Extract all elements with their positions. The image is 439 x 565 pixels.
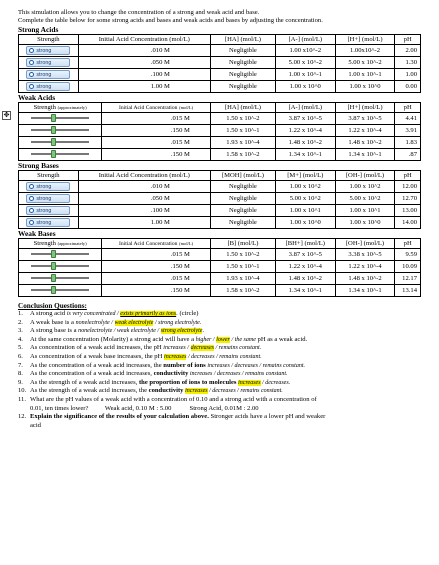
table-row <box>19 45 421 57</box>
cell-concentration: .010 M <box>78 181 210 193</box>
cell-concentration: .050 M <box>78 193 210 205</box>
header-h-plus: [H+] (mol/L) <box>335 35 395 45</box>
cell-h-plus: 3.87 x 10^-5 <box>335 113 395 125</box>
intro-text <box>18 9 427 25</box>
header-bh-plus: [BH+] (mol/L) <box>275 239 335 249</box>
slider-knob[interactable] <box>51 274 56 282</box>
table-row <box>19 249 421 261</box>
cell-concentration: .015 M <box>102 273 211 285</box>
header-strength: Strength <box>19 171 79 181</box>
slider-knob[interactable] <box>51 150 56 158</box>
weak-acids-table <box>18 102 421 161</box>
cell-m-plus: 1.00 x 10^2 <box>275 181 335 193</box>
question-11: 11. What are the pH values of a weak acid with a concentration of 0.10 and a strong acid with a concentration of 0.01, ten times lower? Weak acid, 0.10 M : 5.00 Strong Acid, 0.01M : 2.00 <box>18 395 317 412</box>
cell-ph: 10.09 <box>395 261 421 273</box>
cell-concentration: .100 M <box>78 69 210 81</box>
header-ph: pH <box>395 35 421 45</box>
table-row <box>19 81 421 93</box>
cell-bh-plus: 1.34 x 10^-1 <box>275 285 335 297</box>
header-ha: [HA] (mol/L) <box>210 35 275 45</box>
radio-icon <box>29 60 34 65</box>
cell-ha: Negligible <box>210 57 275 69</box>
cell-concentration: .150 M <box>102 149 211 161</box>
question-10: 10. As the strength of a weak acid increases, the conductivity increases / decreases / remains constant. <box>18 387 283 395</box>
cell-oh-minus: 1.22 x 10^-4 <box>335 261 395 273</box>
cell-ph: 14.00 <box>395 217 421 229</box>
cell-concentration: .015 M <box>102 137 211 149</box>
question-7: 7. As the concentration of a weak acid increases, the number of ions increases / decreases / remains constant. <box>18 361 306 369</box>
cell-concentration: .015 M <box>102 113 211 125</box>
strength-toggle[interactable]: strong <box>26 218 70 227</box>
cell-concentration: 1.00 M <box>78 81 210 93</box>
cell-ph: 9.59 <box>395 249 421 261</box>
strength-slider[interactable] <box>31 114 89 122</box>
strength-toggle[interactable]: strong <box>26 182 70 191</box>
table-row <box>19 285 421 297</box>
header-initial-concentration: Initial Acid Concentration (mol/L) <box>102 103 211 113</box>
header-initial-concentration: Initial Acid Concentration (mol/L) <box>78 35 210 45</box>
question-9: 9. As the strength of a weak acid increases, the proportion of ions to molecules increases / decreases. <box>18 378 291 386</box>
cell-oh-minus: 3.38 x 10^-5 <box>335 249 395 261</box>
strength-toggle[interactable]: strong <box>26 206 70 215</box>
strength-slider[interactable] <box>31 150 89 158</box>
radio-icon <box>29 48 34 53</box>
strong-bases-title: Strong Bases <box>18 161 59 170</box>
cell-h-plus: 1.22 x 10^-4 <box>335 125 395 137</box>
cell-ha: 1.50 x 10^-2 <box>210 113 275 125</box>
cell-a-minus: 1.00 x 10^0 <box>275 81 335 93</box>
cell-b: 1.50 x 10^-1 <box>210 261 275 273</box>
slider-knob[interactable] <box>51 126 56 134</box>
cell-ha: 1.93 x 10^-4 <box>210 137 275 149</box>
cell-h-plus: 1.34 x 10^-1 <box>335 149 395 161</box>
strength-slider[interactable] <box>31 286 89 294</box>
cell-ph: 12.00 <box>395 181 421 193</box>
cell-a-minus: 1.00 x10^-2 <box>275 45 335 57</box>
table-row <box>19 149 421 161</box>
cell-a-minus: 1.22 x 10^-4 <box>275 125 335 137</box>
table-move-handle-icon[interactable]: ✥ <box>3 111 10 119</box>
cell-oh-minus: 1.00 x 10^1 <box>335 205 395 217</box>
header-strength: Strength <box>19 35 79 45</box>
cell-ph: 12.17 <box>395 273 421 285</box>
cell-ha: 1.58 x 10^-2 <box>210 149 275 161</box>
header-ha: [HA] (mol/L) <box>210 103 275 113</box>
cell-bh-plus: 1.48 x 10^-2 <box>275 273 335 285</box>
header-ph: pH <box>395 171 421 181</box>
slider-knob[interactable] <box>51 262 56 270</box>
cell-oh-minus: 1.00 x 10^2 <box>335 181 395 193</box>
cell-bh-plus: 1.22 x 10^-4 <box>275 261 335 273</box>
cell-a-minus: 1.00 x 10^-1 <box>275 69 335 81</box>
strength-slider[interactable] <box>31 262 89 270</box>
cell-concentration: .150 M <box>102 261 211 273</box>
slider-knob[interactable] <box>51 286 56 294</box>
cell-concentration: .100 M <box>78 205 210 217</box>
cell-ha: 1.50 x 10^-1 <box>210 125 275 137</box>
strength-toggle[interactable]: strong <box>26 194 70 203</box>
slider-knob[interactable] <box>51 138 56 146</box>
cell-ph: 13.00 <box>395 205 421 217</box>
cell-moh: Negligible <box>210 205 275 217</box>
strength-slider[interactable] <box>31 274 89 282</box>
cell-a-minus: 3.87 x 10^-5 <box>275 113 335 125</box>
header-oh-minus: [OH-] (mol/L) <box>335 239 395 249</box>
cell-ph: 1.83 <box>395 137 421 149</box>
strength-toggle[interactable]: strong <box>26 82 70 91</box>
cell-a-minus: 5.00 x 10^-2 <box>275 57 335 69</box>
header-strength: Strength (approximately) <box>19 103 102 113</box>
question-12: 12. Explain the significance of the results of your calculation above. Stronger acids have a lower pH and weaker acid <box>18 413 326 429</box>
cell-moh: Negligible <box>210 181 275 193</box>
question-6: 6. As concentration of a weak base increases, the pH increases / decreases / remains constant. <box>18 352 262 360</box>
cell-a-minus: 1.34 x 10^-1 <box>275 149 335 161</box>
cell-moh: Negligible <box>210 193 275 205</box>
cell-h-plus: 1.00 x 10^0 <box>335 81 395 93</box>
cell-ha: Negligible <box>210 69 275 81</box>
table-row <box>19 137 421 149</box>
cell-concentration: .010 M <box>78 45 210 57</box>
strength-toggle[interactable]: strong <box>26 46 70 55</box>
cell-oh-minus: 1.34 x 10^-1 <box>335 285 395 297</box>
table-row <box>19 273 421 285</box>
table-row <box>19 113 421 125</box>
header-b: [B] (mol/L) <box>210 239 275 249</box>
cell-h-plus: 1.00x10^-2 <box>335 45 395 57</box>
conclusion-questions-title: Conclusion Questions: <box>18 302 87 310</box>
strength-slider[interactable] <box>31 250 89 258</box>
cell-oh-minus: 1.48 x 10^-2 <box>335 273 395 285</box>
radio-icon <box>29 220 34 225</box>
strength-toggle[interactable]: strong <box>26 70 70 79</box>
table-row <box>19 217 421 229</box>
weak-bases-table <box>18 238 421 297</box>
cell-ph: 13.14 <box>395 285 421 297</box>
question-3: 3. A strong base is a nonelectrolyte / weak electrolyte / strong electrolyte. <box>18 327 205 335</box>
cell-b: 1.50 x 10^-2 <box>210 249 275 261</box>
question-5: 5. As concentration of a weak acid increases, the pH increases / decreases / remains constant. <box>18 344 262 352</box>
cell-ph: 1.00 <box>395 69 421 81</box>
question-1: 1. A strong acid is very concentrated / exists primarily as ions. (circle) <box>18 310 199 317</box>
cell-ph: 4.41 <box>395 113 421 125</box>
cell-concentration: .050 M <box>78 57 210 69</box>
question-2: 2. A weak base is a nonelectrolyte / weak electrolyte / strong electrolyte. <box>18 318 202 326</box>
radio-icon <box>29 208 34 213</box>
slider-knob[interactable] <box>51 114 56 122</box>
table-row <box>19 69 421 81</box>
table-row <box>19 205 421 217</box>
intro-line-1: This simulation allows you to change the concentration of a strong and weak acid and base. <box>18 9 260 16</box>
strength-toggle[interactable]: strong <box>26 58 70 67</box>
strength-slider[interactable] <box>31 138 89 146</box>
strength-slider[interactable] <box>31 126 89 134</box>
question-4: 4. At the same concentration (Molarity) a strong acid will have a higher / lower / the same pH as a weak acid. <box>18 335 308 343</box>
header-strength: Strength (approximately) <box>19 239 102 249</box>
cell-b: 1.93 x 10^-4 <box>210 273 275 285</box>
table-row <box>19 57 421 69</box>
table-row <box>19 261 421 273</box>
weak-bases-title: Weak Bases <box>18 229 56 238</box>
header-initial-concentration: Initial Acid Concentration (mol/L) <box>102 239 211 249</box>
strong-acids-title: Strong Acids <box>18 25 59 34</box>
cell-m-plus: 5.00 x 10^2 <box>275 193 335 205</box>
table-row <box>19 181 421 193</box>
strong-acids-table <box>18 34 421 93</box>
header-ph: pH <box>395 239 421 249</box>
cell-b: 1.58 x 10^-2 <box>210 285 275 297</box>
header-a-minus: [A-] (mol/L) <box>275 103 335 113</box>
header-oh-minus: [OH-] (mol/L) <box>335 171 395 181</box>
slider-knob[interactable] <box>51 250 56 258</box>
cell-moh: Negligible <box>210 217 275 229</box>
radio-icon <box>29 72 34 77</box>
cell-ha: Negligible <box>210 45 275 57</box>
cell-ph: 2.00 <box>395 45 421 57</box>
cell-ph: 3.91 <box>395 125 421 137</box>
intro-line-2: Complete the table below for some strong acids and bases and weak acids and bases by adjusting the concentration. <box>18 17 323 24</box>
cell-concentration: .015 M <box>102 249 211 261</box>
header-moh: [MOH] (mol/L) <box>210 171 275 181</box>
cell-h-plus: 1.48 x 10^-2 <box>335 137 395 149</box>
cell-concentration: .150 M <box>102 285 211 297</box>
cell-a-minus: 1.48 x 10^-2 <box>275 137 335 149</box>
header-h-plus: [H+] (mol/L) <box>335 103 395 113</box>
cell-concentration: .150 M <box>102 125 211 137</box>
cell-m-plus: 1.00 x 10^0 <box>275 217 335 229</box>
header-ph: pH <box>395 103 421 113</box>
radio-icon <box>29 196 34 201</box>
cell-m-plus: 1.00 x 10^1 <box>275 205 335 217</box>
cell-concentration: 1.00 M <box>78 217 210 229</box>
weak-acids-title: Weak Acids <box>18 93 56 102</box>
header-a-minus: [A-] (mol/L) <box>275 35 335 45</box>
cell-ph: 0.00 <box>395 81 421 93</box>
header-initial-concentration: Initial Acid Concentration (mol/L) <box>78 171 210 181</box>
questions-list <box>18 310 427 430</box>
cell-h-plus: 5.00 x 10^-2 <box>335 57 395 69</box>
cell-bh-plus: 3.87 x 10^-5 <box>275 249 335 261</box>
cell-h-plus: 1.00 x 10^-1 <box>335 69 395 81</box>
question-8: 8. As the concentration of a weak acid increases, conductivity increases / decreases / remains constant. <box>18 370 288 378</box>
table-row <box>19 125 421 137</box>
cell-ph: 12.70 <box>395 193 421 205</box>
cell-ph: .87 <box>395 149 421 161</box>
radio-icon <box>29 184 34 189</box>
cell-oh-minus: 1.00 x 10^0 <box>335 217 395 229</box>
strong-bases-table <box>18 170 421 229</box>
radio-icon <box>29 84 34 89</box>
cell-oh-minus: 5.00 x 10^2 <box>335 193 395 205</box>
table-row <box>19 193 421 205</box>
header-m-plus: [M+] (mol/L) <box>275 171 335 181</box>
cell-ha: Negligible <box>210 81 275 93</box>
cell-ph: 1.30 <box>395 57 421 69</box>
